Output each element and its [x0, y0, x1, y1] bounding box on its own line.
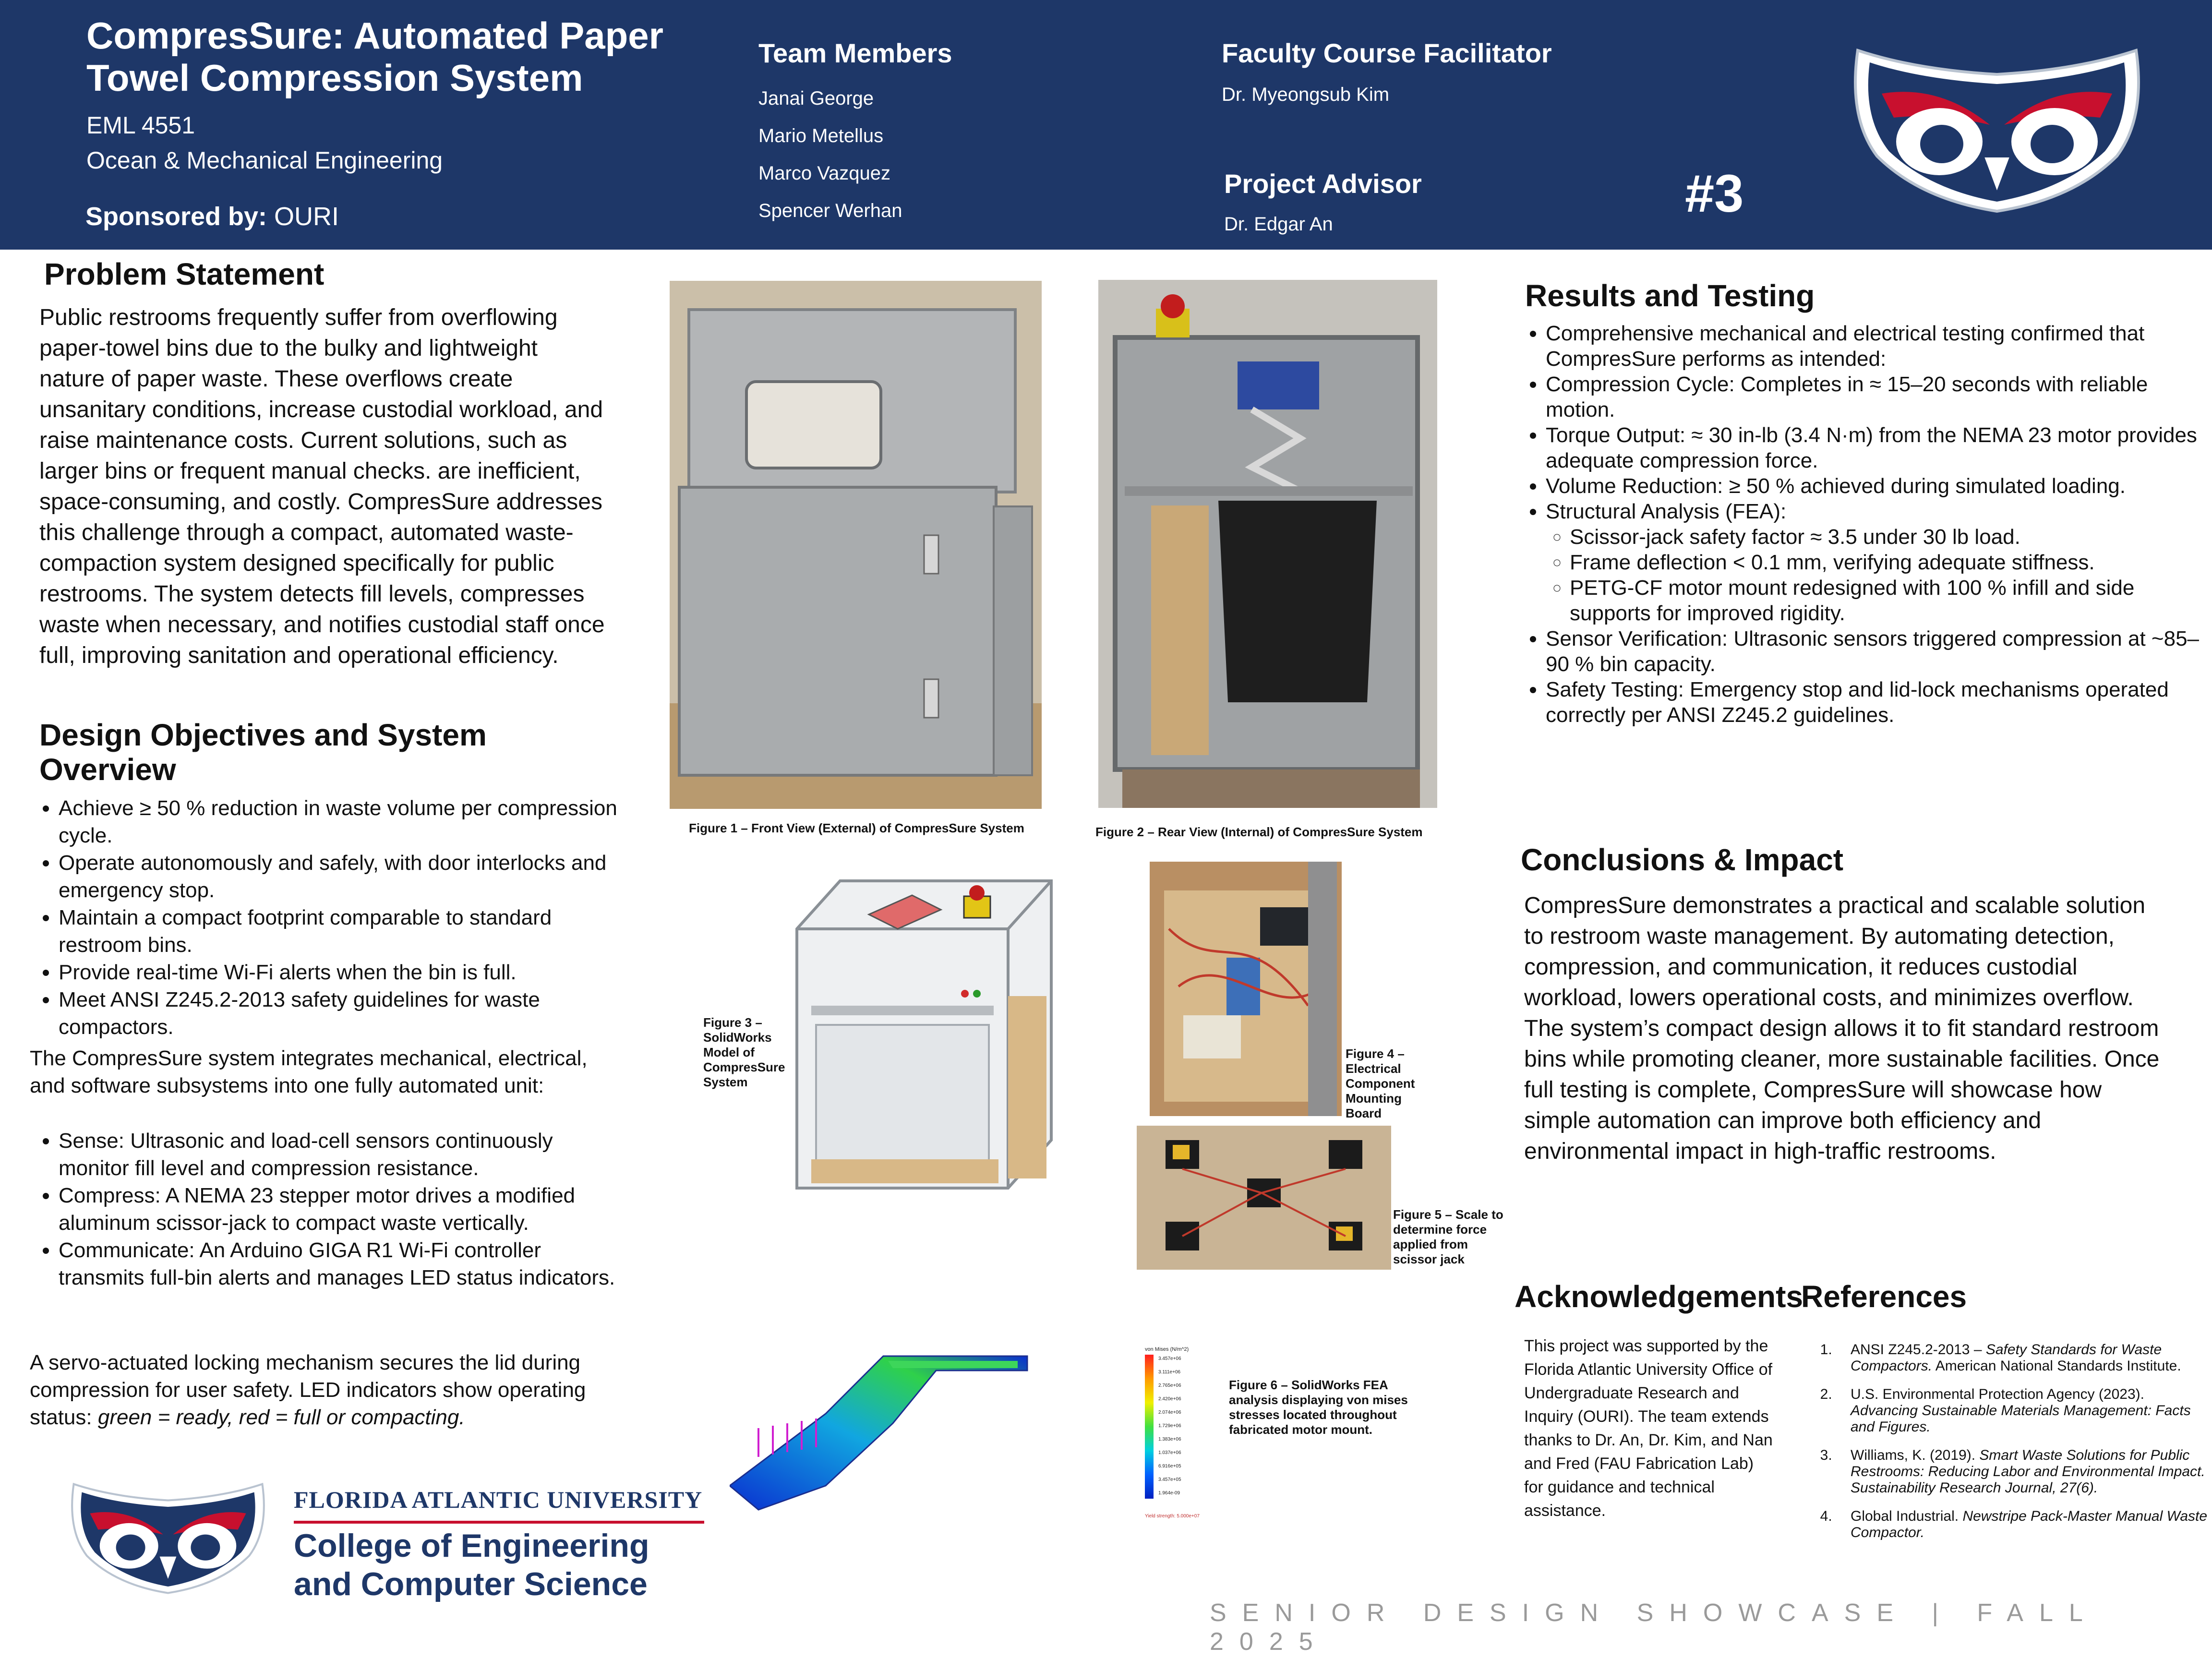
reference-title: Smart Waste Solutions for Public Restrooms: Reducing Labor and Environmental Impact. Sustainability Research Journal, 27(6). — [1851, 1447, 2205, 1496]
references-heading: References — [1801, 1279, 1967, 1314]
figure-1-caption: Figure 1 – Front View (External) of CompresSure System — [689, 821, 1024, 835]
college-line: and Computer Science — [294, 1566, 648, 1602]
front-view-illustration — [670, 281, 1042, 809]
sub-list-item: ◦ Frame deflection < 0.1 mm, verifying adequate stiffness. — [1570, 550, 2203, 575]
fea-legend-title: von Mises (N/m^2) — [1145, 1346, 1189, 1352]
conclusions-text: CompresSure demonstrates a practical and scalable solution to restroom waste management. By automating detection, compression, and communication, it reduces custodial workload, lowers operational costs, and minimizes overflow. The system’s compact design allows it to fit standard restroom bins while promoting cleaner, more sustainable facilities. Once full testing is complete, CompresSure will showcase how simple automation can improve both efficiency and environmental impact in high-traffic restrooms. — [1524, 893, 2160, 1164]
department: Ocean & Mechanical Engineering — [86, 147, 443, 174]
mounting-board-photo — [1150, 862, 1342, 1116]
college-name — [294, 1527, 649, 1603]
reference-text: Global Industrial. — [1851, 1508, 1963, 1524]
figure-4-caption: Figure 4 – Electrical Component Mounting Board — [1346, 1046, 1415, 1120]
overview-intro: The CompresSure system integrates mechanical, electrical, and software subsystems into one fully automated unit: — [30, 1046, 588, 1097]
front-view-photo — [670, 281, 1042, 809]
list-item-text: Structural Analysis (FEA): — [1546, 500, 1787, 523]
fea-yield: Yield strength: 5.000e+07 — [1145, 1514, 1200, 1519]
reference-title: Safety Standards for Waste Compactors. — [1851, 1342, 2162, 1374]
fea-sublist — [1546, 524, 2203, 626]
list-item: • Sensor Verification: Ultrasonic sensors triggered compression at ~85–90 % bin capacity. — [1546, 626, 2203, 677]
list-item: • Meet ANSI Z245.2-2013 safety guidelines for waste compactors. — [59, 986, 620, 1041]
college-line: College of Engineering — [294, 1527, 649, 1564]
university-name: FLORIDA ATLANTIC UNIVERSITY — [294, 1486, 703, 1513]
reference-item — [1836, 1508, 2211, 1541]
reference-title: Newstripe Pack-Master Manual Waste Compactor. — [1851, 1508, 2208, 1540]
figure-5-caption: Figure 5 – Scale to determine force applied from scissor jack — [1393, 1207, 1503, 1266]
fea-legend-value: 2.420e+06 — [1158, 1396, 1181, 1402]
solidworks-model-drawing — [782, 871, 1070, 1231]
reference-title: Advancing Sustainable Materials Management: Facts and Figures. — [1851, 1403, 2191, 1435]
reference-text: American National Standards Institute. — [1932, 1358, 2181, 1374]
mounting-board-illustration — [1150, 862, 1342, 1116]
team-member: Mario Metellus — [758, 125, 884, 146]
rear-view-illustration — [1098, 280, 1437, 808]
list-item — [1546, 499, 2203, 626]
course-code: EML 4551 — [86, 112, 195, 139]
owl-logo-icon — [67, 1464, 269, 1608]
list-item: • Compression Cycle: Completes in ≈ 15–20 seconds with reliable motion. — [1546, 372, 2203, 422]
poster-title: CompresSure: Automated Paper Towel Compression System — [86, 14, 664, 99]
divider — [294, 1521, 704, 1524]
list-item: • Comprehensive mechanical and electrical testing confirmed that CompresSure performs as intended: — [1546, 321, 2203, 372]
owl-logo-icon — [1848, 41, 2146, 214]
references-list — [1800, 1342, 2211, 1553]
list-item: • Maintain a compact footprint comparable to standard restroom bins. — [59, 904, 620, 959]
fea-legend-value: 3.457e+05 — [1158, 1477, 1181, 1482]
results-heading: Results and Testing — [1525, 278, 1815, 313]
figure-3-caption: Figure 3 – SolidWorks Model of CompresSure System — [703, 1015, 785, 1089]
sponsor-name: OURI — [274, 202, 339, 231]
list-item: • Communicate: An Arduino GIGA R1 Wi-Fi controller transmits full-bin alerts and manages LED status indicators. — [59, 1237, 620, 1291]
figure-2-caption: Figure 2 – Rear View (Internal) of CompresSure System — [1095, 825, 1423, 839]
objectives-list — [30, 794, 620, 1041]
sponsor-line — [85, 202, 339, 231]
fea-legend-values — [1158, 1352, 1181, 1500]
fea-legend-value: 1.729e+06 — [1158, 1423, 1181, 1429]
facilitator-heading: Faculty Course Facilitator — [1222, 38, 1552, 68]
acknowledgements-heading: Acknowledgements — [1515, 1279, 1803, 1314]
team-member: Janai George — [758, 88, 874, 109]
advisor-name: Dr. Edgar An — [1224, 214, 1333, 235]
fea-colorbar-group — [1145, 1352, 1207, 1511]
results-list — [1517, 321, 2203, 728]
subsystems-list — [30, 1127, 620, 1291]
figure-6-caption: Figure 6 – SolidWorks FEA analysis displaying von mises stresses located throughout fabricated motor mount. — [1229, 1378, 1408, 1437]
design-heading: Design Objectives and System Overview — [39, 718, 487, 787]
acknowledgements-text: This project was supported by the Florida Atlantic University Office of Undergraduate Research and Inquiry (OURI). The team extends thanks to Dr. An, Dr. Kim, and Nan and Fred (FAU Fabrication Lab) for guidance and technical assistance. — [1524, 1337, 1773, 1520]
sponsor-label: Sponsored by: — [85, 202, 267, 231]
scale-photo — [1137, 1126, 1391, 1270]
list-item: • Safety Testing: Emergency stop and lid-lock mechanisms operated correctly per ANSI Z245.2 guidelines. — [1546, 677, 2203, 728]
team-number: #3 — [1685, 164, 1744, 223]
list-item: • Operate autonomously and safely, with door interlocks and emergency stop. — [59, 849, 620, 904]
showcase-footer: SENIOR DESIGN SHOWCASE | FALL 2025 — [1210, 1599, 2098, 1656]
fea-legend-value: 3.457e+06 — [1158, 1356, 1181, 1361]
advisor-heading: Project Advisor — [1224, 168, 1422, 199]
team-heading: Team Members — [758, 38, 952, 68]
list-item: • Compress: A NEMA 23 stepper motor drives a modified aluminum scissor-jack to compact waste vertically. — [59, 1182, 620, 1237]
reference-text: U.S. Environmental Protection Agency (2023). — [1851, 1386, 2144, 1402]
closing-text-plain: A servo-actuated locking mechanism secures the lid during compression for user safety. LED indicators show operating status: — [30, 1351, 586, 1429]
fea-legend-value: 6.916e+05 — [1158, 1464, 1181, 1469]
rear-view-photo — [1098, 280, 1437, 808]
fea-stress-plot — [730, 1342, 1128, 1524]
fea-legend-value: 2.765e+06 — [1158, 1383, 1181, 1388]
fea-legend-value: 3.111e+06 — [1158, 1370, 1181, 1375]
conclusions-heading: Conclusions & Impact — [1521, 842, 1844, 877]
reference-text: ANSI Z245.2-2013 – — [1851, 1342, 1986, 1358]
scale-illustration — [1137, 1126, 1391, 1270]
fea-legend-value: 2.074e+06 — [1158, 1410, 1181, 1415]
list-item: • Torque Output: ≈ 30 in-lb (3.4 N·m) from the NEMA 23 motor provides adequate compression force. — [1546, 422, 2203, 473]
team-member: Spencer Werhan — [758, 200, 902, 221]
list-item: • Sense: Ultrasonic and load-cell sensors continuously monitor fill level and compression resistance. — [59, 1127, 620, 1182]
sub-list-item: ◦ PETG-CF motor mount redesigned with 100 % infill and side supports for improved rigidity. — [1570, 575, 2203, 626]
fea-legend-value: 1.037e+06 — [1158, 1450, 1181, 1455]
fea-legend-value: 1.964e-09 — [1158, 1491, 1180, 1496]
list-item: • Achieve ≥ 50 % reduction in waste volume per compression cycle. — [59, 794, 620, 849]
fea-legend-value: 1.383e+06 — [1158, 1437, 1181, 1442]
problem-heading: Problem Statement — [44, 257, 325, 291]
reference-item — [1836, 1447, 2211, 1496]
fea-legend — [1145, 1346, 1207, 1519]
team-member: Marco Vazquez — [758, 163, 890, 184]
reference-text: Williams, K. (2019). — [1851, 1447, 1980, 1463]
fea-colorbar — [1145, 1355, 1154, 1499]
problem-text: Public restrooms frequently suffer from overflowing paper-towel bins due to the bulky and lightweight nature of paper waste. These overflows create unsanitary conditions, increase custodial workload, and raise maintenance costs. Current solutions, such as larger bins or frequent manual checks. are inefficient, space-consuming, and costly. CompresSure addresses this challenge through a compact, automated waste-compaction system designed specifically for public restrooms. The system detects fill levels, compresses waste when necessary, and notifies custodial staff once full, improving sanitation and operational efficiency. — [39, 305, 605, 668]
list-item: • Volume Reduction: ≥ 50 % achieved during simulated loading. — [1546, 473, 2203, 499]
closing-text — [30, 1349, 596, 1431]
reference-item — [1836, 1342, 2211, 1374]
closing-text-italic: green = ready, red = full or compacting. — [97, 1406, 465, 1429]
facilitator-name: Dr. Myeongsub Kim — [1222, 84, 1390, 105]
reference-item — [1836, 1386, 2211, 1435]
sub-list-item: ◦ Scissor-jack safety factor ≈ 3.5 under 30 lb load. — [1570, 524, 2203, 550]
list-item: • Provide real-time Wi-Fi alerts when the bin is full. — [59, 959, 620, 986]
